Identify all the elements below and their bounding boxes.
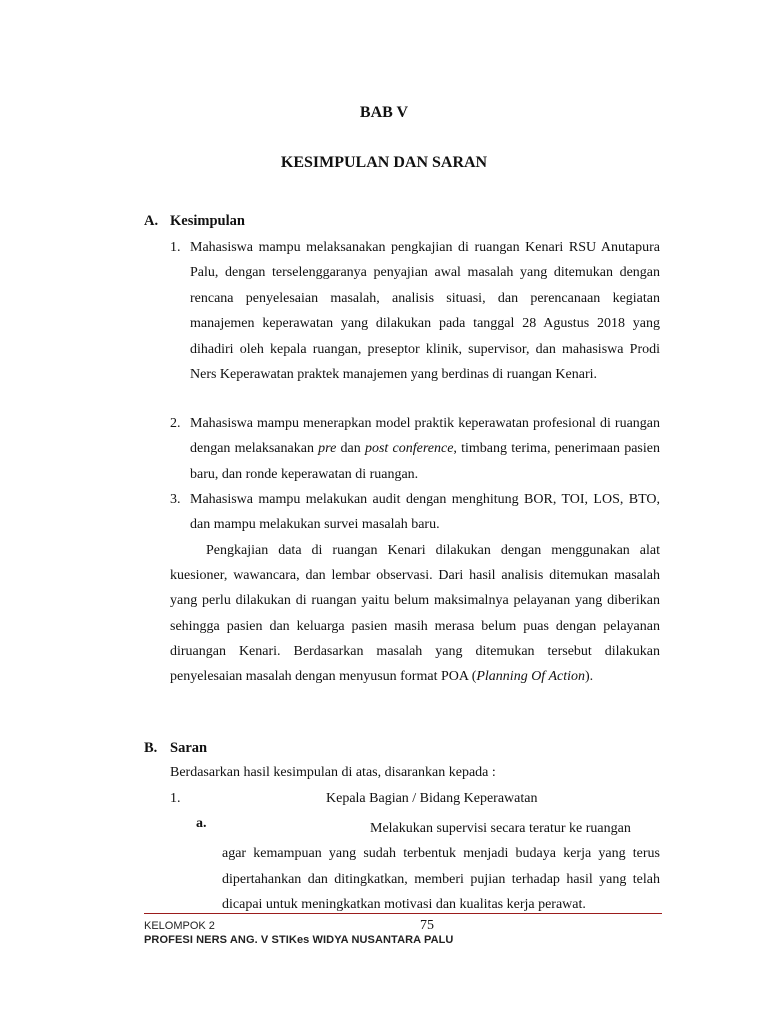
suggestion-intro: Berdasarkan hasil kesimpulan di atas, disarankan kepada :	[170, 765, 496, 780]
section-b-heading	[144, 740, 207, 757]
suggestion-subitem-a-text: Melakukan supervisi secara teratur ke ruangan agar kemampuan yang sudah terbentuk menjadi budaya kerja yang terus dipertahankan dan ditingkatkan, memberi pujian terhadap hasil yang telah dicapai untuk meningkatkan motivasi dan kualitas kerja perawat.	[222, 821, 660, 913]
section-a-heading	[144, 213, 245, 230]
page-number: 75	[420, 918, 434, 933]
chapter-title: BAB V	[359, 104, 409, 121]
conclusion-item-1-text: Mahasiswa mampu melaksanakan pengkajian di ruangan Kenari RSU Anutapura Palu, dengan terselenggaranya penyajian awal masalah yang ditemukan dengan rencana penyelesaian masalah, analisis situasi, dan perencanaan kegiatan manajemen keperawatan yang dilakukan pada tanggal 28 Agustus 2018 yang dihadiri oleh kepala ruangan, preseptor klinik, supervisor, dan mahasiswa Prodi Ners Keperawatan praktek manajemen yang berdinas di ruangan Kenari.	[190, 240, 660, 383]
section-a-letter: A.	[144, 213, 159, 229]
footer-institution: PROFESI NERS ANG. V STIKes WIDYA NUSANTARA PALU	[144, 934, 454, 946]
conclusion-item-2-number: 2.	[170, 416, 181, 431]
conclusion-item-1-number: 1.	[170, 240, 181, 255]
conclusion-item-2	[170, 411, 660, 487]
conclusion-item-1	[170, 235, 660, 387]
footer-divider	[144, 913, 662, 914]
conclusion-paragraph: Pengkajian data di ruangan Kenari dilakukan dengan menggunakan alat kuesioner, wawancara, dan lembar observasi. Dari hasil analisis ditemukan masalah yang perlu dilakukan di ruangan yaitu belum maksimalnya pelayanan yang diberikan sehingga pasien dan keluarga pasien masih merasa belum puas dengan pelayanan diruangan Kenari. Berdasarkan masalah yang ditemukan tersebut dilakukan penyelesaian masalah dengan menyusun format POA (Planning Of Action).	[170, 543, 660, 685]
suggestion-subitem-a-letter: a.	[196, 816, 207, 831]
conclusion-item-3	[170, 487, 660, 538]
suggestion-item-1-label: Kepala Bagian / Bidang Keperawatan	[326, 791, 538, 806]
footer-group-name: KELOMPOK 2	[144, 920, 215, 932]
conclusion-item-3-text: Mahasiswa mampu melakukan audit dengan menghitung BOR, TOI, LOS, BTO, dan mampu melakukan survei masalah baru.	[190, 492, 660, 533]
suggestion-item-1-number: 1.	[170, 791, 181, 806]
conclusion-item-2-text: Mahasiswa mampu menerapkan model praktik keperawatan profesional di ruangan dengan melaksanakan pre dan post conference, timbang terima, penerimaan pasien baru, dan ronde keperawatan di ruangan.	[190, 416, 660, 482]
section-b-letter: B.	[144, 740, 158, 756]
chapter-subtitle: KESIMPULAN DAN SARAN	[280, 154, 488, 171]
conclusion-item-3-number: 3.	[170, 492, 181, 507]
section-b-title: Saran	[170, 740, 208, 756]
section-a-title: Kesimpulan	[170, 213, 245, 229]
